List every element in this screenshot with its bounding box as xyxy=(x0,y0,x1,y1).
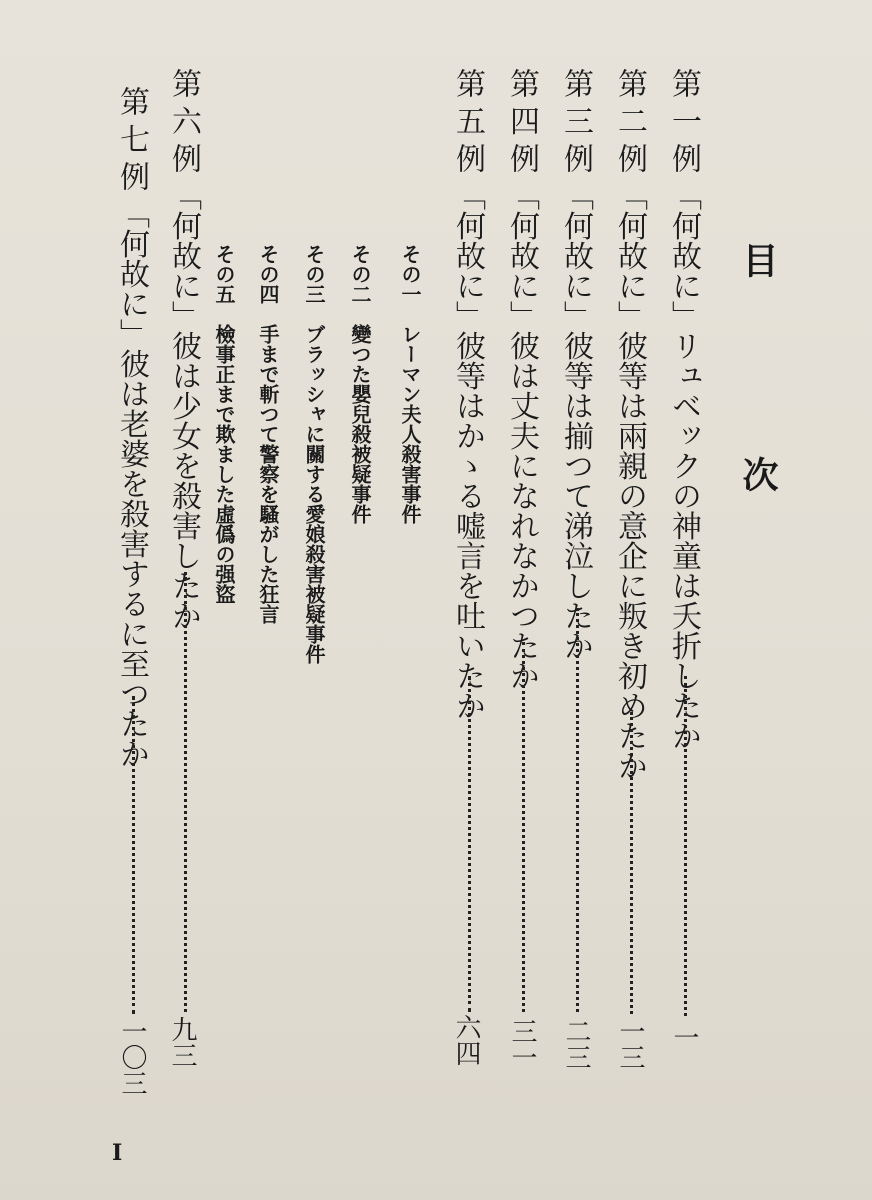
toc-entry-text: 「何故に」彼等はかゝる嘘言を吐いたか xyxy=(450,180,485,721)
leader-dots xyxy=(132,696,139,1014)
toc-page-number: 一 xyxy=(669,1024,699,1050)
leader-dots xyxy=(184,572,191,1012)
toc-entry-text: 「何故に」彼は老婆を殺害するに至つたか xyxy=(114,198,149,769)
toc-subentry-3 xyxy=(304,244,324,664)
toc-entry-label: 第四例 xyxy=(504,68,539,181)
toc-subentry-2 xyxy=(350,244,370,524)
toc-page-number: 六四 xyxy=(451,1014,481,1066)
toc-entry-3 xyxy=(558,68,593,661)
toc-subentry-label: その一 xyxy=(398,244,422,304)
toc-subentry-text: レーマン夫人殺害事件 xyxy=(398,324,422,524)
toc-subentry-1 xyxy=(400,244,420,524)
toc-entry-4 xyxy=(504,68,539,691)
toc-entry-label: 第五例 xyxy=(450,68,485,181)
toc-subentry-label: その五 xyxy=(212,244,236,304)
toc-subentry-5 xyxy=(214,244,234,604)
toc-entry-label: 第一例 xyxy=(666,68,701,181)
toc-entry-text: 「何故に」彼は丈夫になれなかつたか xyxy=(504,180,539,691)
toc-subentry-text: 檢事正まで欺ました虛僞の强盜 xyxy=(212,324,236,604)
leader-dots xyxy=(630,712,637,1014)
toc-entry-label: 第二例 xyxy=(612,68,647,181)
toc-subentry-label: その三 xyxy=(302,244,326,304)
toc-subentry-text: 手まで斬つて警察を騷がした狂言 xyxy=(256,324,280,624)
toc-entry-7 xyxy=(114,86,149,769)
page-title: 目次 xyxy=(737,242,779,670)
toc-entry-1 xyxy=(666,68,701,751)
toc-entry-label: 第三例 xyxy=(558,68,593,181)
leader-dots xyxy=(684,676,691,1016)
toc-entry-text: 「何故に」彼等は兩親の意企に叛き初めたか xyxy=(612,180,647,781)
toc-entry-text: 「何故に」彼等は揃つて涕泣したか xyxy=(558,180,593,661)
toc-entry-text: 「何故に」リュベックの神童は夭折したか xyxy=(666,180,701,751)
leader-dots xyxy=(468,676,475,1012)
leader-dots xyxy=(522,642,529,1012)
toc-page-number: 一三 xyxy=(615,1018,645,1070)
toc-entry-label: 第七例 xyxy=(114,86,149,199)
toc-subentry-text: 變つた嬰兒殺被疑事件 xyxy=(348,324,372,524)
toc-subentry-label: その二 xyxy=(348,244,372,304)
toc-page-number: 二三 xyxy=(561,1018,591,1070)
toc-page-number: 九三 xyxy=(167,1016,197,1068)
toc-subentry-text: ブラッシャに關する愛娘殺害被疑事件 xyxy=(302,324,326,664)
toc-entry-5 xyxy=(450,68,485,721)
toc-entry-label: 第六例 xyxy=(166,68,201,181)
page-folio: I xyxy=(112,1140,123,1166)
toc-page-number: 一〇三 xyxy=(117,1018,147,1096)
toc-page-number: 三一 xyxy=(507,1018,537,1070)
toc-entry-2 xyxy=(612,68,647,781)
leader-dots xyxy=(576,608,583,1012)
toc-subentry-label: その四 xyxy=(256,244,280,304)
toc-entry-6 xyxy=(166,68,201,631)
toc-entry-text: 「何故に」彼は少女を殺害したか xyxy=(166,180,201,631)
toc-subentry-4 xyxy=(258,244,278,624)
